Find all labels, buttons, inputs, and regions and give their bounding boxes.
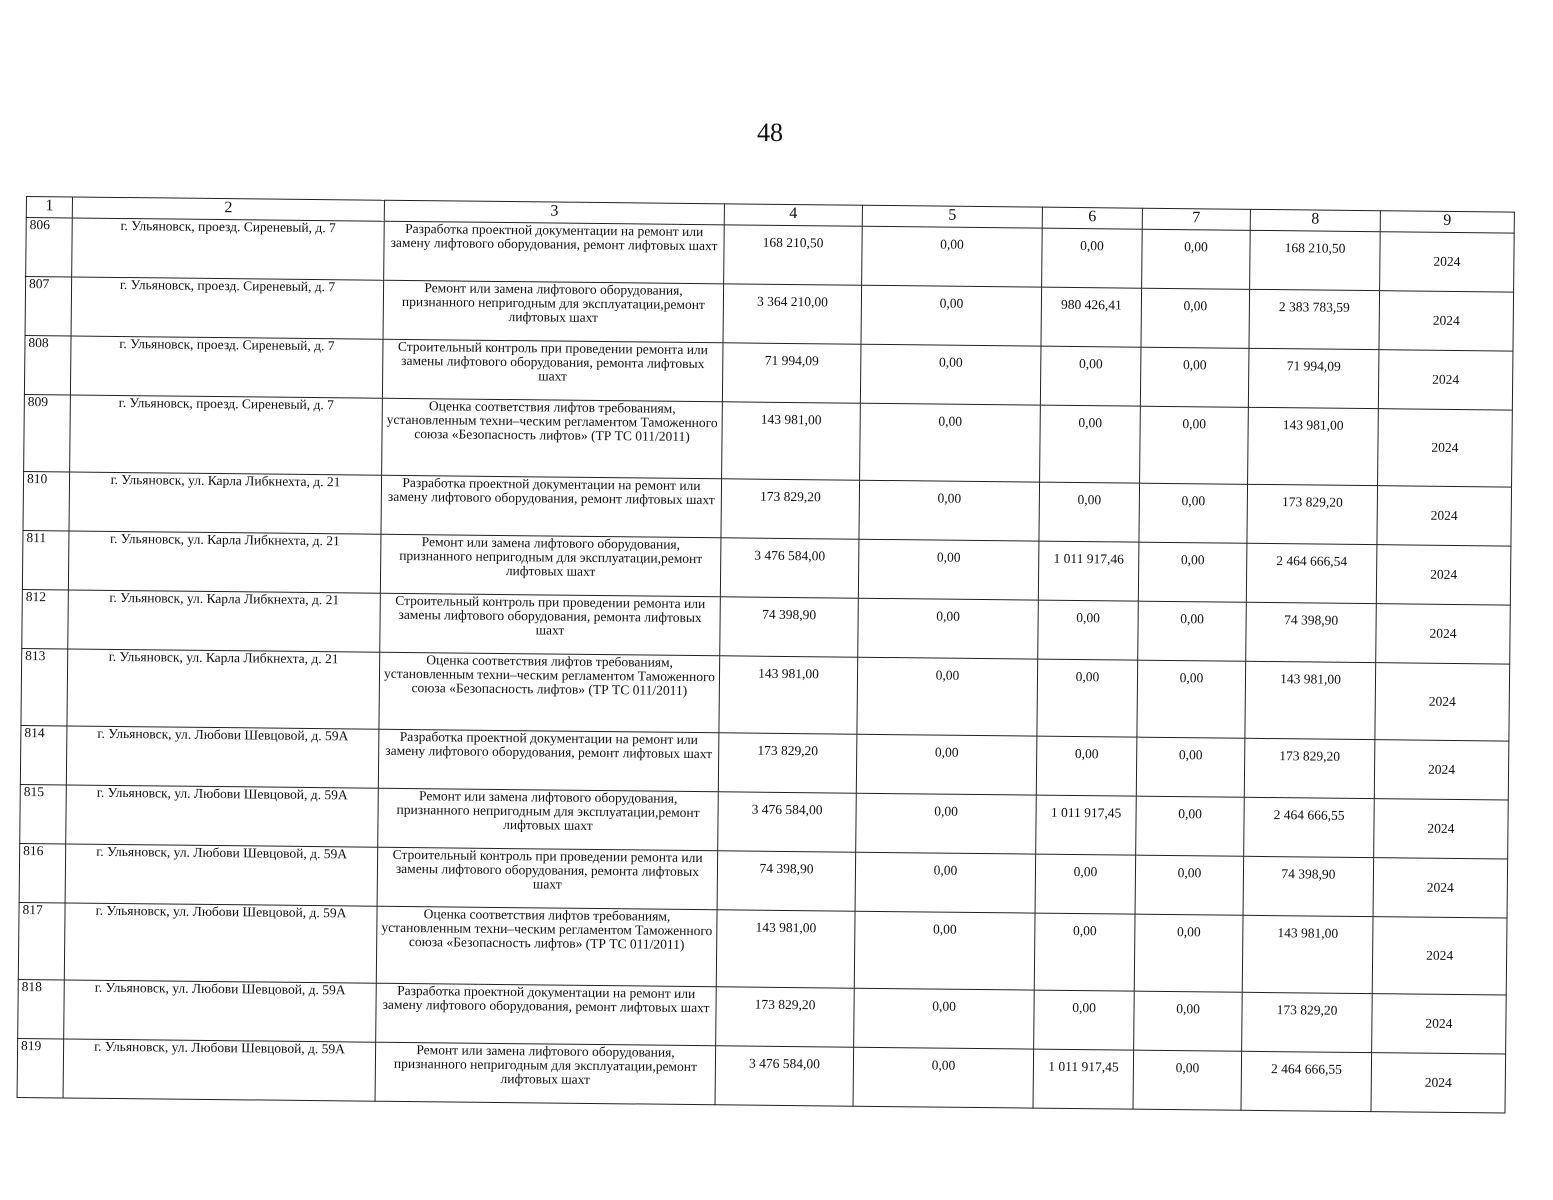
value-cell: 3 476 584,00 (718, 792, 857, 852)
address-cell: г. Ульяновск, проезд. Сиреневый, д. 7 (70, 395, 383, 475)
value-cell: 143 981,00 (722, 402, 861, 480)
row-number: 811 (22, 530, 69, 589)
value-cell: 0,00 (859, 480, 1040, 541)
value-cell: 143 981,00 (1245, 661, 1376, 739)
value-cell: 0,00 (1036, 736, 1137, 796)
value-cell: 1 011 917,46 (1038, 541, 1139, 601)
value-cell: 3 364 210,00 (723, 284, 862, 344)
value-cell: 71 994,09 (722, 343, 861, 403)
year-cell: 2024 (1378, 409, 1513, 487)
value-cell: 3 476 584,00 (715, 1046, 854, 1106)
value-cell: 0,00 (1135, 855, 1244, 915)
value-cell: 0,00 (861, 285, 1042, 346)
value-cell: 74 398,90 (717, 851, 856, 911)
value-cell: 0,00 (862, 226, 1043, 287)
row-number: 806 (26, 218, 73, 277)
value-cell: 0,00 (1136, 796, 1245, 856)
value-cell: 0,00 (1040, 405, 1141, 483)
row-number: 812 (22, 589, 69, 648)
value-cell: 143 981,00 (716, 910, 855, 988)
value-cell: 74 398,90 (1243, 856, 1374, 916)
value-cell: 0,00 (1040, 346, 1141, 406)
year-cell: 2024 (1379, 291, 1514, 351)
value-cell: 143 981,00 (1242, 915, 1373, 993)
address-cell: г. Ульяновск, ул. Любови Шевцовой, д. 59А (63, 1039, 376, 1101)
work-cell: Строительный контроль при проведении ремонта или замены лифтового оборудования, ремонта лифтовых шахт (382, 339, 723, 402)
value-cell: 0,00 (1133, 1050, 1242, 1110)
address-cell: г. Ульяновск, проезд. Сиреневый, д. 7 (71, 277, 384, 339)
value-cell: 0,00 (860, 403, 1041, 482)
value-cell: 74 398,90 (720, 597, 859, 657)
row-number: 819 (17, 1038, 64, 1097)
value-cell: 143 981,00 (719, 656, 858, 734)
value-cell: 0,00 (1035, 854, 1136, 914)
value-cell: 0,00 (1034, 990, 1135, 1050)
value-cell: 0,00 (1136, 737, 1245, 797)
address-cell: г. Ульяновск, ул. Карла Либкнехта, д. 21 (68, 590, 381, 652)
table-container (17, 196, 1514, 1114)
value-cell: 0,00 (1140, 406, 1249, 484)
value-cell: 1 011 917,45 (1033, 1049, 1134, 1109)
repair-plan-table (17, 196, 1515, 1114)
value-cell: 71 994,09 (1248, 348, 1379, 408)
value-cell: 0,00 (1037, 659, 1138, 737)
work-cell: Разработка проектной документации на ремонт или замену лифтового оборудования, ремонт лифтовых шахт (378, 729, 719, 792)
address-cell: г. Ульяновск, ул. Карла Либкнехта, д. 21 (68, 531, 381, 593)
value-cell: 2 464 666,55 (1241, 1051, 1372, 1111)
column-header: 4 (724, 204, 862, 226)
row-number: 814 (20, 725, 67, 784)
value-cell: 0,00 (1138, 601, 1247, 661)
value-cell: 168 210,50 (1250, 230, 1381, 290)
address-cell: г. Ульяновск, ул. Карла Либкнехта, д. 21 (69, 472, 382, 534)
address-cell: г. Ульяновск, ул. Любови Шевцовой, д. 59А (65, 844, 378, 906)
year-cell: 2024 (1374, 799, 1509, 859)
value-cell: 0,00 (1140, 347, 1249, 407)
value-cell: 173 829,20 (1244, 738, 1375, 798)
value-cell: 0,00 (1034, 913, 1135, 991)
value-cell: 143 981,00 (1248, 407, 1379, 485)
row-number: 809 (24, 394, 71, 471)
value-cell: 168 210,50 (724, 225, 863, 285)
work-cell: Оценка соответствия лифтов требованиям, установленным техни–ческим регламентом Таможенного союза «Безопасность лифтов» (ТР ТС 011/2011) (382, 398, 723, 479)
address-cell: г. Ульяновск, ул. Любови Шевцовой, д. 59А (66, 726, 379, 788)
address-cell: г. Ульяновск, ул. Любови Шевцовой, д. 59А (64, 903, 377, 983)
work-cell: Разработка проектной документации на ремонт или замену лифтового оборудования, ремонт лифтовых шахт (381, 475, 722, 538)
year-cell: 2024 (1373, 858, 1508, 918)
value-cell: 2 383 783,59 (1249, 289, 1380, 349)
value-cell: 0,00 (856, 734, 1037, 795)
value-cell: 173 829,20 (1242, 992, 1373, 1052)
value-cell: 0,00 (860, 344, 1041, 405)
row-number: 815 (20, 784, 67, 843)
value-cell: 74 398,90 (1246, 602, 1377, 662)
work-cell: Ремонт или замена лифтового оборудования, признанного непригодным для эксплуатации,ремонт лифтовых шахт (380, 534, 721, 597)
value-cell: 0,00 (853, 1047, 1034, 1108)
row-number: 817 (18, 902, 65, 979)
column-header: 1 (26, 197, 72, 218)
value-cell: 0,00 (854, 988, 1035, 1049)
address-cell: г. Ульяновск, проезд. Сиреневый, д. 7 (72, 218, 385, 280)
value-cell: 0,00 (858, 598, 1039, 659)
value-cell: 0,00 (1134, 991, 1243, 1051)
year-cell: 2024 (1378, 350, 1513, 410)
value-cell: 173 829,20 (721, 479, 860, 539)
year-cell: 2024 (1376, 604, 1511, 664)
work-cell: Строительный контроль при проведении ремонта или замены лифтового оборудования, ремонта лифтовых шахт (380, 593, 721, 656)
page-number: 48 (757, 118, 783, 147)
year-cell: 2024 (1372, 917, 1507, 995)
value-cell: 0,00 (1139, 483, 1248, 543)
value-cell: 0,00 (858, 539, 1039, 600)
value-cell: 0,00 (854, 911, 1035, 990)
value-cell: 1 011 917,45 (1036, 795, 1137, 855)
year-cell: 2024 (1380, 232, 1515, 292)
value-cell: 173 829,20 (718, 733, 857, 793)
row-number: 807 (25, 277, 72, 336)
value-cell: 0,00 (1134, 914, 1243, 992)
work-cell: Ремонт или замена лифтового оборудования, признанного непригодным для эксплуатации,ремонт лифтовых шахт (383, 280, 724, 343)
column-header: 5 (862, 205, 1042, 228)
address-cell: г. Ульяновск, ул. Карла Либкнехта, д. 21 (67, 649, 380, 729)
work-cell: Оценка соответствия лифтов требованиям, установленным техни–ческим регламентом Таможенного союза «Безопасность лифтов» (ТР ТС 011/2011) (379, 652, 720, 733)
row-number: 818 (18, 979, 65, 1038)
column-header: 3 (384, 200, 724, 225)
value-cell: 2 464 666,55 (1244, 797, 1375, 857)
year-cell: 2024 (1376, 545, 1511, 605)
value-cell: 0,00 (857, 657, 1038, 736)
value-cell: 0,00 (855, 852, 1036, 913)
year-cell: 2024 (1372, 994, 1507, 1054)
value-cell: 173 829,20 (1247, 484, 1378, 544)
year-cell: 2024 (1377, 486, 1512, 546)
value-cell: 0,00 (1141, 288, 1250, 348)
column-header: 9 (1380, 211, 1514, 233)
value-cell: 173 829,20 (716, 987, 855, 1047)
work-cell: Разработка проектной документации на ремонт или замену лифтового оборудования, ремонт лифтовых шахт (384, 221, 725, 284)
row-number: 808 (24, 335, 71, 394)
value-cell: 980 426,41 (1041, 287, 1142, 347)
address-cell: г. Ульяновск, ул. Любови Шевцовой, д. 59А (66, 785, 379, 847)
value-cell: 2 464 666,54 (1246, 543, 1377, 603)
value-cell: 0,00 (1138, 542, 1247, 602)
work-cell: Ремонт или замена лифтового оборудования, признанного непригодным для эксплуатации,ремонт лифтовых шахт (378, 788, 719, 851)
work-cell: Разработка проектной документации на ремонт или замену лифтового оборудования, ремонт лифтовых шахт (376, 983, 717, 1046)
value-cell: 0,00 (1038, 600, 1139, 660)
value-cell: 0,00 (1137, 660, 1246, 738)
year-cell: 2024 (1375, 663, 1510, 741)
value-cell: 0,00 (1042, 228, 1143, 288)
column-header: 6 (1042, 207, 1142, 229)
value-cell: 0,00 (1039, 482, 1140, 542)
value-cell: 3 476 584,00 (720, 538, 859, 598)
column-header: 2 (72, 197, 384, 221)
address-cell: г. Ульяновск, проезд. Сиреневый, д. 7 (70, 336, 383, 398)
year-cell: 2024 (1371, 1053, 1506, 1113)
year-cell: 2024 (1374, 740, 1509, 800)
work-cell: Строительный контроль при проведении ремонта или замены лифтового оборудования, ремонта лифтовых шахт (377, 847, 718, 910)
work-cell: Ремонт или замена лифтового оборудования, признанного непригодным для эксплуатации,ремонт лифтовых шахт (375, 1042, 716, 1105)
row-number: 816 (19, 843, 66, 902)
row-number: 810 (23, 471, 70, 530)
row-number: 813 (21, 648, 68, 725)
work-cell: Оценка соответствия лифтов требованиям, установленным техни–ческим регламентом Таможенного союза «Безопасность лифтов» (ТР ТС 011/2011) (376, 906, 717, 987)
value-cell: 0,00 (856, 793, 1037, 854)
value-cell: 0,00 (1142, 229, 1251, 289)
column-header: 7 (1142, 208, 1250, 230)
column-header: 8 (1250, 209, 1380, 231)
address-cell: г. Ульяновск, ул. Любови Шевцовой, д. 59А (64, 980, 377, 1042)
